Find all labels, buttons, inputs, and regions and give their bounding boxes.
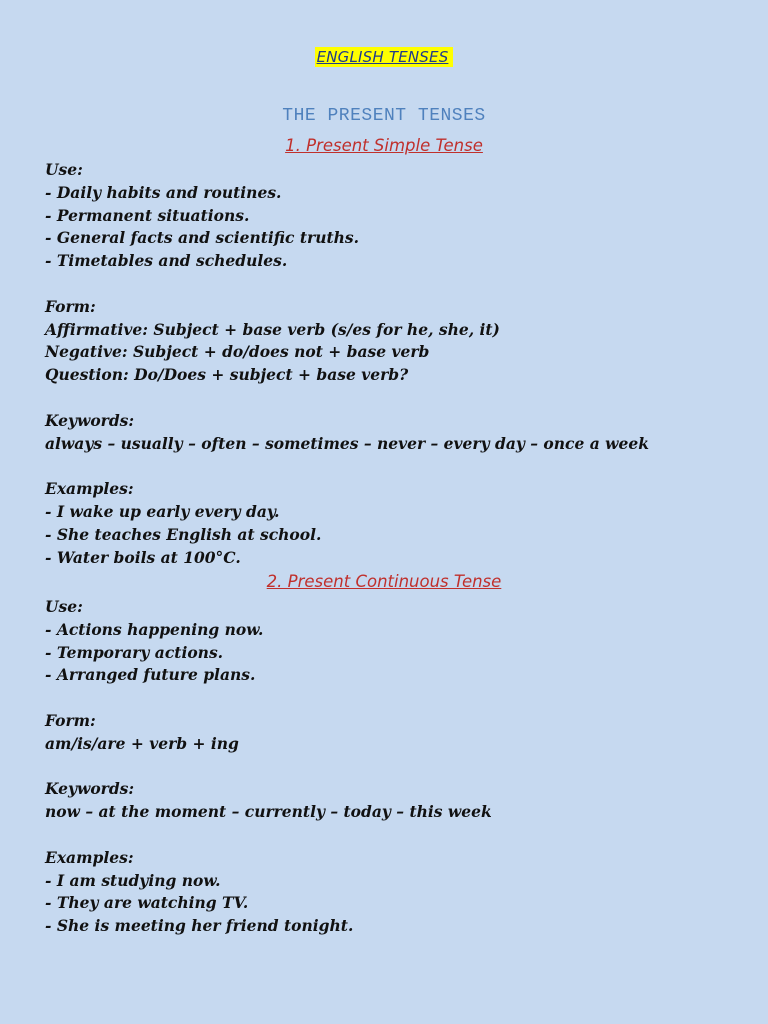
example-item: - She is meeting her friend tonight. [45,916,354,936]
example-item: - I am studying now. [45,870,221,890]
example-item: - She teaches English at school. [45,524,322,544]
use-label: Use: [45,597,83,616]
document-title-wrap [0,47,768,67]
example-item: - I wake up early every day. [45,501,280,521]
document-title: ENGLISH TENSES [315,47,454,67]
tense-heading-present-simple: 1. Present Simple Tense [285,136,483,155]
use-item: - Temporary actions. [45,642,224,662]
keywords-label: Keywords: [45,779,135,799]
use-item: - General facts and scientific truths. [45,228,360,248]
use-item: - Permanent situations. [45,205,250,225]
tense-heading-present-continuous: 2. Present Continuous Tense [266,572,502,591]
form-item: Affirmative: Subject + base verb (s/es for he, she, it) [45,319,500,339]
form-label: Form: [45,710,96,730]
use-item: - Timetables and schedules. [45,251,288,271]
use-item: - Arranged future plans. [45,665,256,685]
form-item: Question: Do/Does + subject + base verb? [45,365,409,385]
keywords-list: now – at the moment – currently – today – this week [45,802,492,822]
form-item: Negative: Subject + do/does not + base verb [45,342,430,362]
section-heading: THE PRESENT TENSES [282,106,486,126]
form-label: Form: [45,296,96,316]
use-item: - Daily habits and routines. [45,182,282,202]
examples-label: Examples: [45,847,134,867]
use-item: - Actions happening now. [45,619,264,639]
form-item: am/is/are + verb + ing [45,733,239,753]
example-item: - They are watching TV. [45,893,249,913]
present-continuous-content [45,596,735,938]
use-label: Use: [45,160,83,179]
present-simple-content [45,159,735,569]
example-item: - Water boils at 100°C. [45,547,241,567]
keywords-label: Keywords: [45,410,135,430]
examples-label: Examples: [45,479,134,499]
keywords-list: always – usually – often – sometimes – never – every day – once a week [45,433,649,453]
